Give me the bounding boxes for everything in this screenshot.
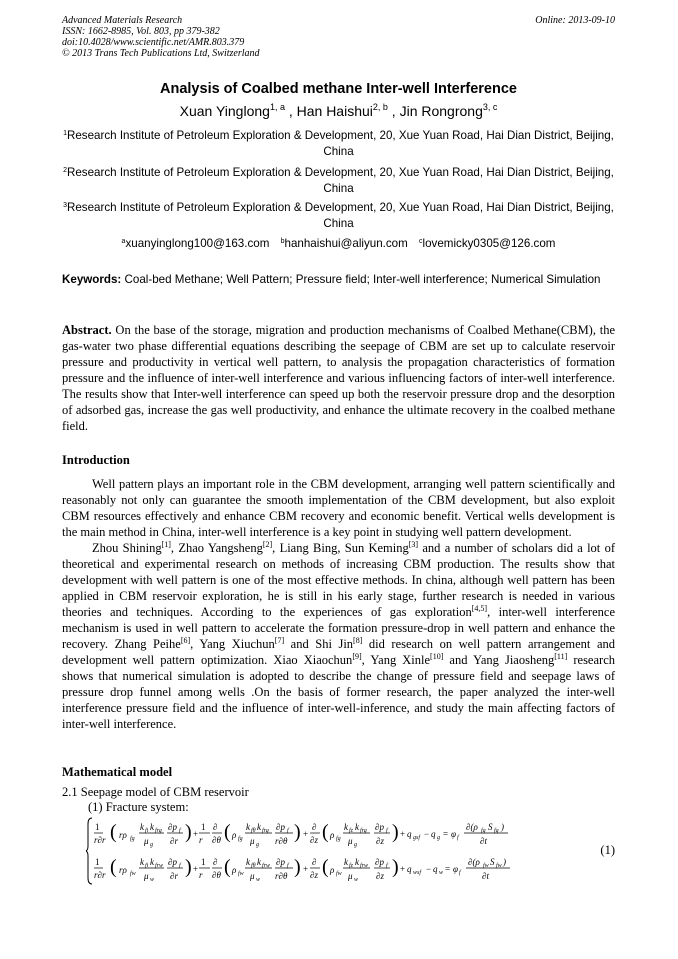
- svg-text:(: (: [110, 821, 117, 843]
- svg-text:(: (: [110, 856, 117, 878]
- svg-text:∂p: ∂p: [168, 822, 177, 832]
- svg-text:fg: fg: [336, 836, 341, 842]
- author-emails: [62, 237, 615, 250]
- svg-text:φ: φ: [453, 864, 458, 874]
- intro-paragraph: [62, 540, 615, 732]
- svg-text:μ: μ: [144, 871, 149, 881]
- svg-text:∂: ∂: [213, 822, 218, 832]
- svg-text:frg: frg: [360, 828, 367, 834]
- svg-text:fg: fg: [481, 828, 486, 834]
- intro-text-segment: , Liang Bing, Sun Keming: [272, 541, 409, 555]
- online-date: Online: 2013-09-10: [535, 15, 615, 26]
- svg-text:∂p: ∂p: [276, 822, 285, 832]
- email-sup: b: [280, 238, 285, 245]
- svg-text:w: w: [256, 877, 261, 883]
- svg-text:∂p: ∂p: [375, 822, 384, 832]
- svg-text:f: f: [386, 863, 388, 869]
- svg-text:∂z: ∂z: [310, 870, 318, 880]
- abstract-text: On the base of the storage, migration and production mechanisms of Coalbed Methane(CBM), the gas-water two phase differential equations describing the seepage of CBM are set up to calculate reservoir pressure and productivity in vertical well pattern, to analysis the propagation characteristics of formation pressure and the influence of inter-well interference and various influencing factors of inter-well interference. The results show that Inter-well interference can speed up both the reservoir pressure drop and the desorption of adsorbed gas, increase the gas well productivity, and enhance the ultimate recovery in the coalbed methane field.: [62, 323, 616, 433]
- svg-text:(: (: [322, 821, 329, 843]
- svg-text:∂θ: ∂θ: [212, 835, 221, 845]
- svg-text:fw: fw: [496, 863, 502, 869]
- abstract-label: Abstract.: [62, 323, 112, 337]
- citation-ref[interactable]: [11]: [554, 652, 568, 661]
- svg-text:): ): [501, 822, 504, 832]
- svg-text:f: f: [459, 870, 461, 876]
- svg-text:): ): [294, 821, 301, 843]
- svg-text:∂p: ∂p: [276, 857, 285, 867]
- keywords: [62, 272, 615, 288]
- svg-text:ρ: ρ: [232, 865, 237, 875]
- svg-text:r: r: [199, 835, 203, 845]
- email-link[interactable]: xuanyinglong100@163.com: [125, 237, 270, 250]
- svg-text:+: +: [400, 829, 406, 839]
- affiliation-text: Research Institute of Petroleum Exploration & Development, 20, Xue Yuan Road, Hai Dian District, Beijing, China: [66, 129, 614, 158]
- svg-text:S: S: [490, 857, 495, 867]
- svg-text:k: k: [140, 857, 144, 867]
- svg-text:(: (: [224, 856, 231, 878]
- journal-copyright: © 2013 Trans Tech Publications Ltd, Switzerland: [62, 48, 260, 59]
- citation-ref[interactable]: [2]: [262, 540, 273, 549]
- svg-text:r: r: [199, 870, 203, 880]
- svg-text:rρ: rρ: [119, 865, 127, 875]
- introduction-body: [62, 476, 615, 732]
- svg-text:∂r: ∂r: [170, 871, 178, 881]
- author-separator: ,: [391, 103, 400, 119]
- svg-text:μ: μ: [144, 836, 149, 846]
- svg-text:g: g: [256, 842, 259, 848]
- svg-text:(: (: [224, 821, 231, 843]
- author-sup: 2, b: [372, 102, 388, 112]
- svg-text:∂z: ∂z: [310, 835, 318, 845]
- citation-ref[interactable]: [9]: [352, 652, 362, 661]
- svg-text:∂r: ∂r: [170, 836, 178, 846]
- svg-text:μ: μ: [348, 836, 353, 846]
- keywords-text: Coal-bed Methane; Well Pattern; Pressure field; Inter-well interference; Numerical Simulation: [124, 273, 601, 286]
- svg-text:∂: ∂: [312, 822, 317, 832]
- equation-row: [94, 821, 508, 848]
- svg-text:r∂r: r∂r: [94, 835, 106, 845]
- svg-text:∂z: ∂z: [376, 836, 384, 846]
- svg-text:fθ: fθ: [251, 863, 256, 869]
- affiliation-num: 3: [63, 202, 67, 209]
- svg-text:g: g: [354, 842, 357, 848]
- svg-text:r∂r: r∂r: [94, 870, 106, 880]
- svg-text:r∂θ: r∂θ: [275, 871, 288, 881]
- svg-text:fw: fw: [483, 863, 489, 869]
- svg-text:f: f: [179, 863, 181, 869]
- svg-text:k: k: [257, 822, 261, 832]
- intro-text-segment: and Shi Jin: [284, 637, 354, 651]
- svg-text:ρ: ρ: [330, 830, 335, 840]
- intro-text-segment: , Yang Xinle: [361, 653, 431, 667]
- svg-text:k: k: [246, 822, 250, 832]
- svg-text:f: f: [457, 835, 459, 841]
- svg-text:q: q: [407, 829, 412, 839]
- citation-ref[interactable]: [6]: [180, 636, 191, 645]
- svg-text:q: q: [431, 829, 436, 839]
- svg-text:q: q: [407, 864, 412, 874]
- svg-text:r∂θ: r∂θ: [275, 836, 288, 846]
- svg-text:fi: fi: [145, 863, 149, 869]
- affiliation: [62, 165, 615, 197]
- svg-text:frw: frw: [155, 863, 164, 869]
- svg-text:(: (: [322, 856, 329, 878]
- svg-text:frg: frg: [262, 828, 269, 834]
- svg-text:∂t: ∂t: [480, 836, 487, 846]
- svg-text:f: f: [287, 863, 289, 869]
- svg-text:=: =: [445, 864, 451, 874]
- intro-text-segment: Zhou Shining: [92, 541, 162, 555]
- affiliation: [62, 200, 615, 232]
- svg-text:rρ: rρ: [119, 830, 127, 840]
- abstract: [62, 322, 615, 434]
- svg-text:): ): [185, 821, 192, 843]
- svg-text:∂(ρ: ∂(ρ: [468, 857, 480, 867]
- svg-text:): ): [392, 856, 399, 878]
- svg-text:): ): [185, 856, 192, 878]
- svg-text:∂(ρ: ∂(ρ: [466, 822, 478, 832]
- svg-text:k: k: [140, 822, 144, 832]
- author-name: Jin Rongrong: [399, 103, 483, 119]
- svg-text:k: k: [150, 857, 154, 867]
- svg-text:fθ: fθ: [251, 828, 256, 834]
- email-sup: a: [121, 238, 126, 245]
- svg-text:gsf: gsf: [413, 835, 421, 841]
- section-heading-introduction: Introduction: [62, 453, 130, 467]
- svg-text:f: f: [386, 828, 388, 834]
- svg-text:1: 1: [201, 822, 206, 832]
- svg-text:ρ: ρ: [330, 865, 335, 875]
- citation-ref[interactable]: [4,5]: [471, 604, 488, 613]
- equation-row: [94, 856, 510, 883]
- svg-text:+: +: [303, 864, 309, 874]
- svg-text:): ): [294, 856, 301, 878]
- journal-issn: ISSN: 1662-8985, Vol. 803, pp 379-382: [62, 26, 220, 37]
- intro-text-segment: , Yang Xiuchun: [190, 637, 275, 651]
- svg-text:+: +: [193, 864, 199, 874]
- section-heading-model: Mathematical model: [62, 765, 173, 779]
- svg-text:frw: frw: [262, 863, 271, 869]
- affiliation-text: Research Institute of Petroleum Exploration & Development, 20, Xue Yuan Road, Hai Dian District, Beijing, China: [66, 201, 614, 230]
- intro-paragraph: Well pattern plays an important role in the CBM development, arranging well pattern scientifically and reasonably not only can guarantee the smooth implementation of the CBM development, but also exploit CBM resources effectively and enhance CBM recovery and economic benefit. Vertical wells development is the main method in China, inter-well interference is a key point in studying well pattern development.: [62, 477, 615, 539]
- svg-text:∂: ∂: [213, 857, 218, 867]
- affiliation-num: 1: [63, 130, 67, 137]
- svg-text:k: k: [150, 822, 154, 832]
- citation-ref[interactable]: [7]: [274, 636, 285, 645]
- svg-text:1: 1: [95, 857, 100, 867]
- author-name: Xuan Yinglong: [179, 103, 270, 119]
- svg-text:fz: fz: [349, 828, 354, 834]
- intro-text-segment: and Yang Jiaosheng: [443, 653, 555, 667]
- citation-ref[interactable]: [3]: [408, 540, 419, 549]
- svg-text:frg: frg: [155, 828, 162, 834]
- journal-doi: doi:10.4028/www.scientific.net/AMR.803.379: [62, 37, 245, 48]
- svg-text:g: g: [150, 842, 153, 848]
- svg-text:w: w: [439, 870, 444, 876]
- intro-text-segment: and a number of scholars did a lot of theoretical and experimental research on methods of increasing CBM production. The results show that development with well pattern is one of the most effective methods. In china, although well pattern has been applied in CBM reservoir exploration, he is still in his early stage, further research is needed in various theories and techniques. According to the experiences of gas exploration: [62, 541, 615, 619]
- keywords-label: Keywords:: [62, 273, 122, 286]
- svg-text:∂p: ∂p: [375, 857, 384, 867]
- svg-text:k: k: [355, 822, 359, 832]
- email-link[interactable]: hanhaishui@aliyun.com: [284, 237, 408, 250]
- svg-text:f: f: [179, 828, 181, 834]
- affiliation-num: 2: [63, 167, 67, 174]
- author-sup: 1, a: [269, 102, 285, 112]
- affiliation: [62, 128, 615, 160]
- intro-text-segment: research shows that numerical simulation is adopted to describe the change of pressure field and seepage laws of pressure drop funnel among wells .On the basis of former research, the paper analyzed the inter-well interference pressure field and the influence of inter-well-inference, and study the main affecting factors of inter-well interference.: [62, 653, 615, 731]
- email-link[interactable]: lovemicky0305@126.com: [422, 237, 556, 250]
- author-separator: ,: [288, 103, 297, 119]
- svg-text:w: w: [150, 877, 155, 883]
- svg-text:−: −: [424, 829, 430, 839]
- intro-text-segment: did research on well pattern arrangement and development well pattern optimization. Xiao Xiaochun: [62, 637, 615, 667]
- svg-text:=: =: [443, 829, 449, 839]
- svg-text:μ: μ: [250, 836, 255, 846]
- svg-text:S: S: [488, 822, 493, 832]
- svg-text:k: k: [355, 857, 359, 867]
- svg-text:k: k: [344, 822, 348, 832]
- subsection-subheading: (1) Fracture system:: [88, 800, 189, 814]
- email-sup: c: [419, 238, 423, 245]
- svg-text:): ): [392, 821, 399, 843]
- author-list: [62, 103, 615, 119]
- subsection-heading: 2.1 Seepage model of CBM reservoir: [62, 785, 249, 799]
- svg-text:wsf: wsf: [413, 870, 422, 876]
- svg-text:1: 1: [201, 857, 206, 867]
- svg-text:fw: fw: [336, 871, 342, 877]
- svg-text:∂p: ∂p: [168, 857, 177, 867]
- equation-1: [86, 816, 546, 886]
- svg-text:fg: fg: [130, 836, 135, 842]
- intro-text-segment: , Zhao Yangsheng: [170, 541, 263, 555]
- intro-text-segment: , inter-well interference mechanism is used in well pattern to accelerate the formation pressure-drop in well pattern and enhance the recovery. Zhang Peihe: [62, 605, 615, 651]
- svg-text:∂: ∂: [312, 857, 317, 867]
- author-name: Han Haishui: [296, 103, 373, 119]
- svg-text:ρ: ρ: [232, 830, 237, 840]
- svg-text:φ: φ: [451, 829, 456, 839]
- citation-ref[interactable]: [10]: [430, 652, 444, 661]
- citation-ref[interactable]: [8]: [353, 636, 363, 645]
- author-sup: 3, c: [482, 102, 498, 112]
- equation-number: (1): [600, 843, 615, 857]
- svg-text:frw: frw: [360, 863, 369, 869]
- svg-text:w: w: [354, 877, 359, 883]
- svg-text:fw: fw: [238, 871, 244, 877]
- svg-text:fz: fz: [349, 863, 354, 869]
- svg-text:fi: fi: [145, 828, 149, 834]
- svg-text:k: k: [246, 857, 250, 867]
- svg-text:k: k: [257, 857, 261, 867]
- svg-text:fw: fw: [130, 871, 136, 877]
- svg-text:+: +: [193, 829, 199, 839]
- svg-text:q: q: [433, 864, 438, 874]
- citation-ref[interactable]: [1]: [161, 540, 171, 549]
- svg-text:+: +: [303, 829, 309, 839]
- affiliation-text: Research Institute of Petroleum Exploration & Development, 20, Xue Yuan Road, Hai Dian District, Beijing, China: [66, 166, 614, 195]
- svg-text:): ): [503, 857, 506, 867]
- svg-text:∂t: ∂t: [482, 871, 489, 881]
- svg-text:∂z: ∂z: [376, 871, 384, 881]
- journal-name: Advanced Materials Research: [62, 15, 183, 26]
- svg-text:fg: fg: [238, 836, 243, 842]
- svg-text:−: −: [426, 864, 432, 874]
- svg-text:g: g: [437, 835, 440, 841]
- svg-text:fg: fg: [494, 828, 499, 834]
- svg-text:∂θ: ∂θ: [212, 870, 221, 880]
- svg-text:1: 1: [95, 822, 100, 832]
- svg-text:f: f: [287, 828, 289, 834]
- svg-text:μ: μ: [250, 871, 255, 881]
- svg-text:k: k: [344, 857, 348, 867]
- journal-header: [62, 15, 260, 59]
- paper-title: Analysis of Coalbed methane Inter-well Interference: [160, 81, 517, 97]
- svg-text:+: +: [400, 864, 406, 874]
- svg-text:μ: μ: [348, 871, 353, 881]
